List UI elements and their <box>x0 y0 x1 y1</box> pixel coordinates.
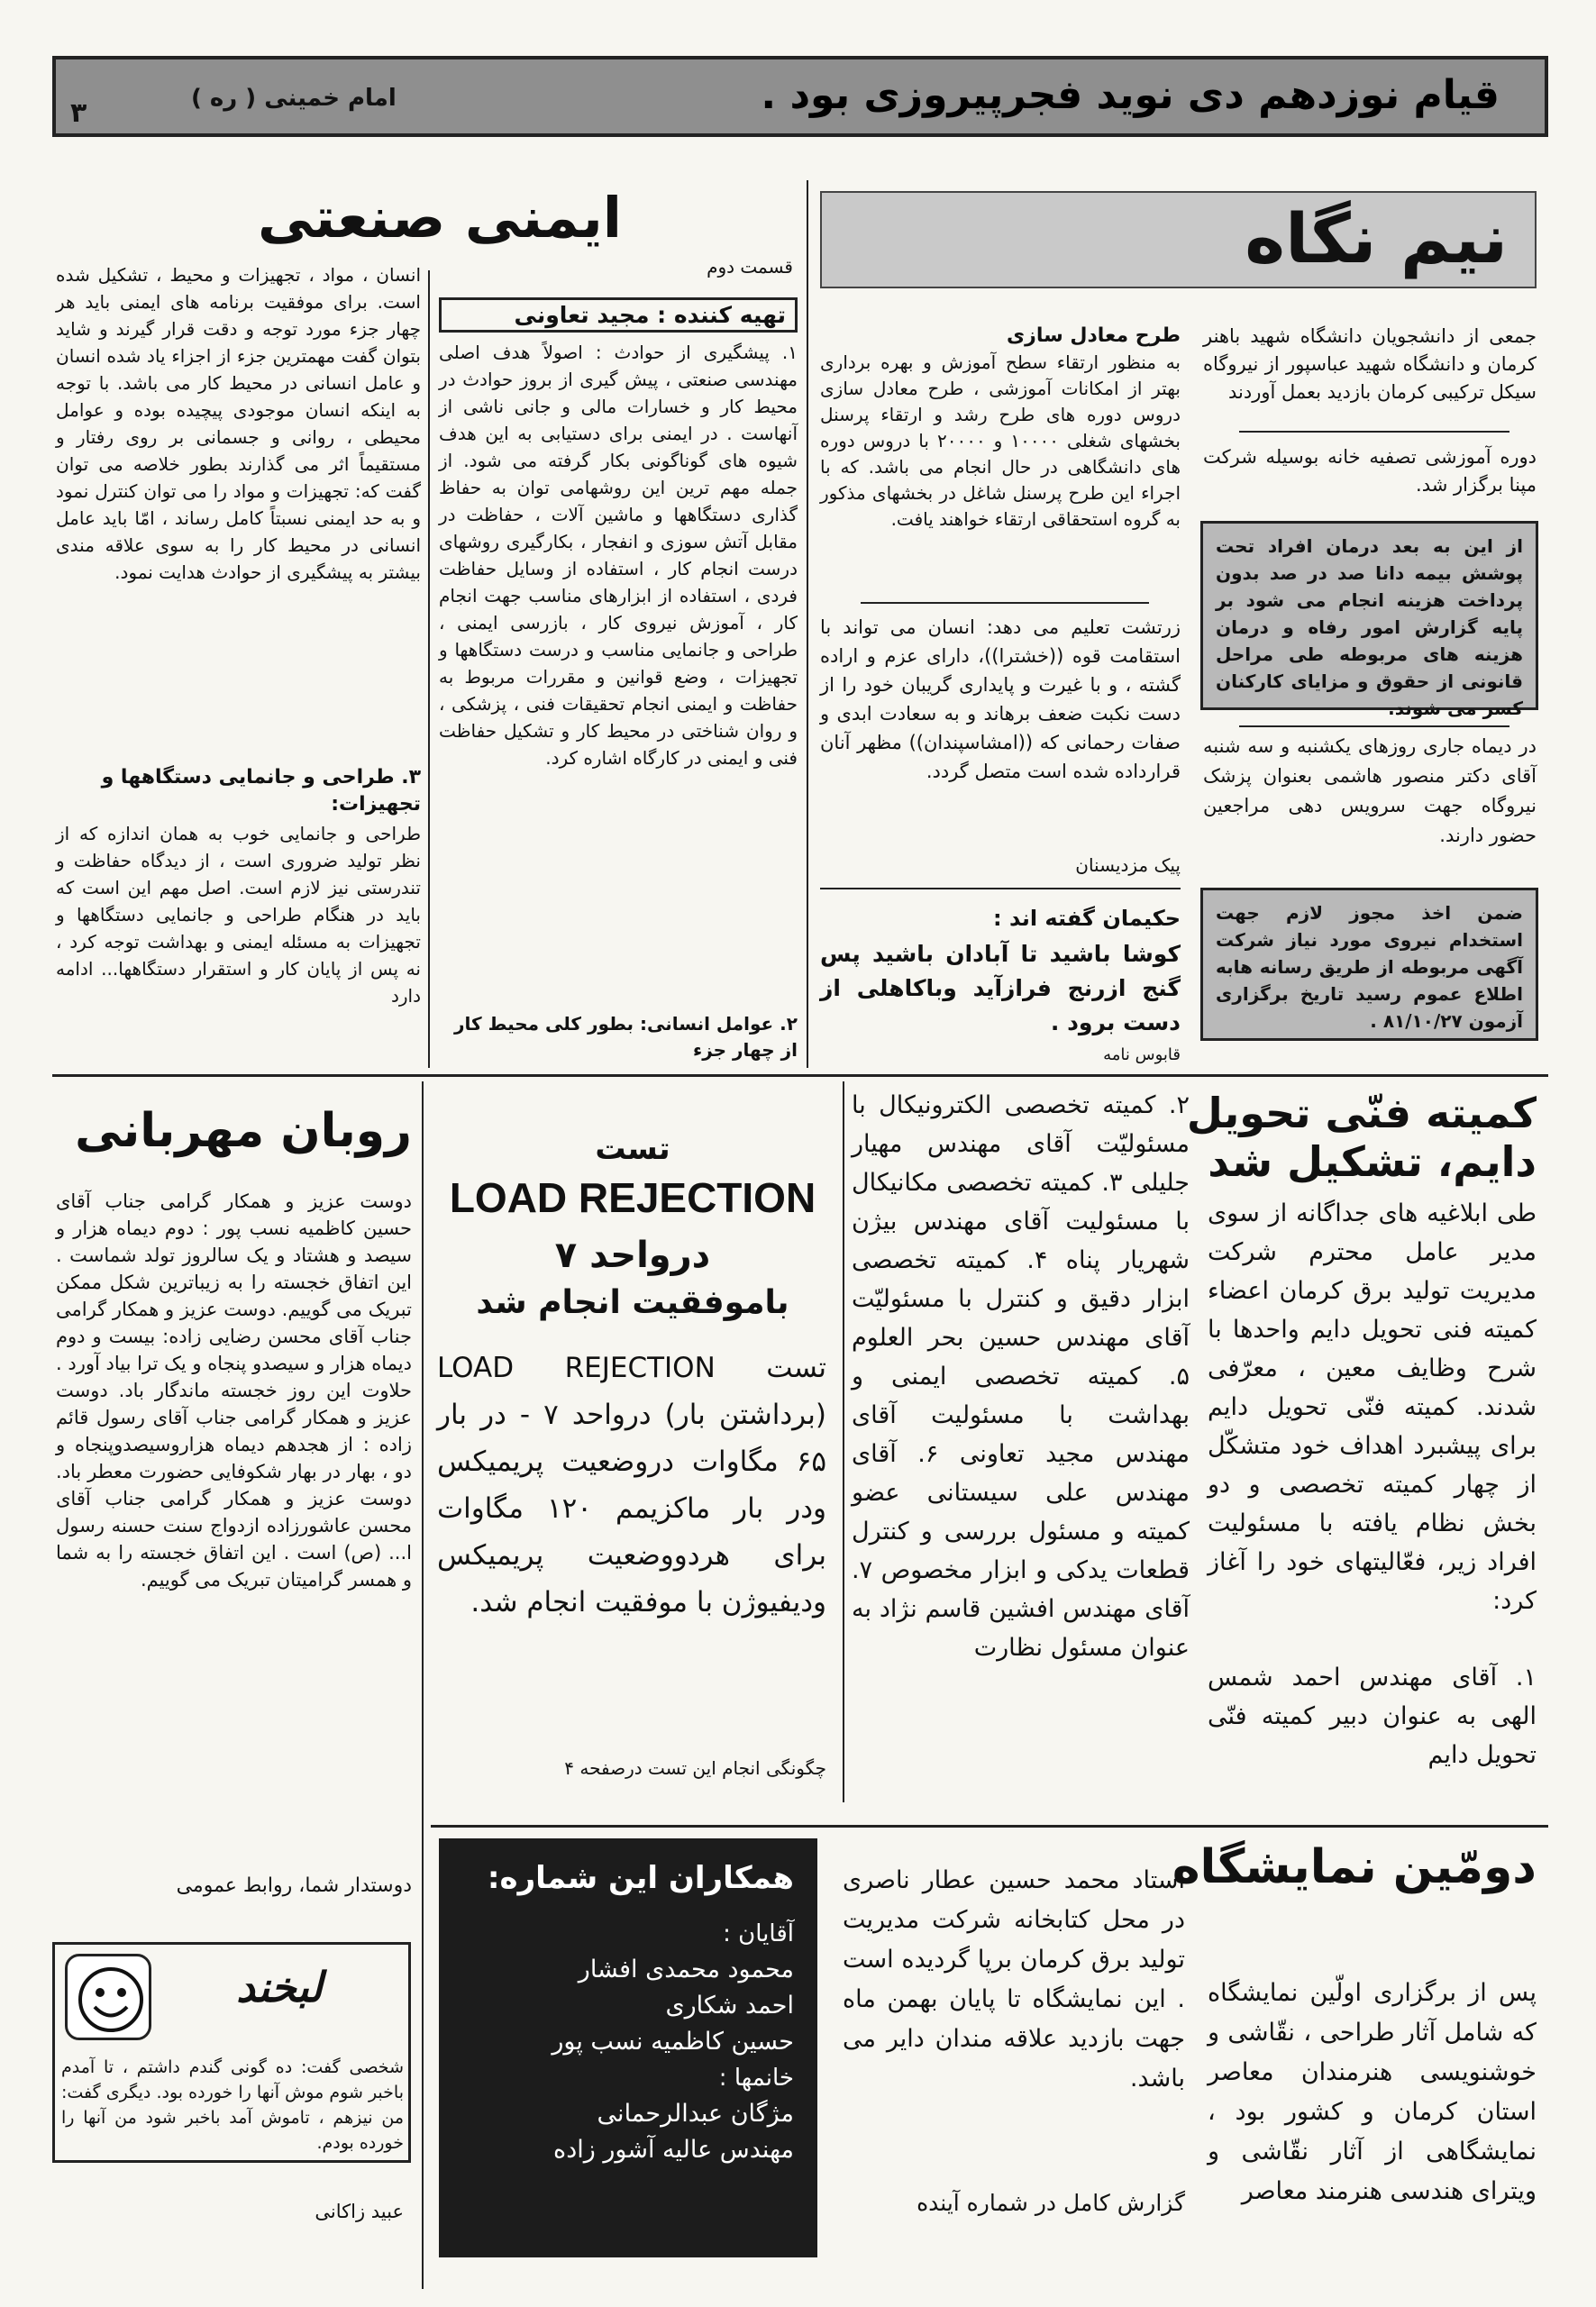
test-title-2: LOAD REJECTION <box>449 1174 816 1221</box>
news-item: دوره آموزشی تصفیه خانه بوسیله شرکت مپنا برگزار شد. <box>1203 446 1537 496</box>
nim-negah-title: نیم نگاه <box>1245 198 1508 278</box>
committee-text: طی ابلاغیه های جداگانه از سوی مدیر عامل محترم شرکت مدیریت تولید برق کرمان اعضاء کمیته فنی تحویل دایم واحدها با شرح وظایف معین ، معرّفی شدند. کمیته فنّی تحویل دایم برای پیشبرد اهداف خود متشکّل از چهار کمیته تخصصی و دو بخش نظام یافته با مسئولیت افراد زیر، فعّالیتهای خود را آغاز کرد: <box>1208 1199 1537 1615</box>
committee-title-1: کمیته فنّی تحویل <box>1186 1089 1537 1137</box>
test-title-1: تست <box>595 1131 670 1167</box>
humor-text: شخصی گفت: ده گونی گندم داشتم ، تا آمدم باخبر شوم موش آنها را خورده بود. دیگری گفت: من نیزهم ، تاموش آمد باخبر شود من آنها را خورده بودم. <box>61 2057 404 2153</box>
item-rule <box>820 888 1181 889</box>
safety-col-b: انسان ، مواد ، تجهیزات و محیط ، تشکیل شده است. برای موفقیت برنامه های ایمنی باید هر چهار جزء مورد توجه و دقت قرار گیرند و شاید بتوان گفت مهمترین جزء از اجزاء یاد شده انسان و عامل انسانی در محیط کار می باشد. با توجه به اینکه انسان موجودی پیچیده بوده و عوامل محیطی ، روانی و جسمانی بر روی رفتار و مستقیماً اثر می گذارند بطور خلاصه می توان گفت که: تجهیزات و مواد را می توان کنترل نمود و به حد ایمنی نسبتاً کامل رساند ، امّا باید عامل انسانی در محیط کار را به سوی علاقه مندی بیشتر به پیشگیری از حوادث هدایت نمود. <box>56 264 421 583</box>
news-item: در دیماه جاری روزهای یکشنبه و سه شنبه آقای دکتر منصور هاشمی بعنوان پزشک نیروگاه جهت سرویس دهی مراجعین حضور دارند. <box>1203 735 1537 846</box>
colleagues-box <box>439 1838 817 2257</box>
banner-attribution: امام خمینی ( ره ) <box>191 85 397 112</box>
wise-text: کوشا باشید تا آبادان باشید پس گنج ازرنج فرازآید وباکاهلی از دست برود . <box>820 941 1181 1035</box>
safety-title: ایمنی صنعتی <box>258 185 622 251</box>
item-rule <box>1239 431 1509 433</box>
kindness-signature: دوستدار شما، روابط عمومی <box>176 1874 412 1897</box>
safety-col-a-tail: ۲. عوامل انسانی: بطور کلی محیط کار از چهار جزء <box>454 1013 798 1061</box>
safety-col-b-tail: طراحی و جانمایی خوب به همان اندازه که از نظر تولید ضروری است ، از دیدگاه حفاظت و تندرستی نیز لازم است. اصل مهم این است که باید در هنگام طراحی و جانمایی دستگاهها و تجهیزات به مسئله ایمنی و بهداشت توجه کرد ، نه پس از پایان کار و استقرار دستگاهها... ادامه دارد <box>56 823 421 1007</box>
colleagues-gents-label: آقایان : <box>723 1920 794 1947</box>
exhibition-col-right: پس از برگزاری اولّین نمایشگاه که شامل آثار طراحی ، نقّاشی و خوشنویسی هنرمندان معاصر استان کرمان و کشور بود ، نمایشگاهی از آثار نقّاشی و ویترای هندسی هنرمند معاصر <box>1208 1979 1537 2205</box>
colleagues-ladies-label: خانمها : <box>718 2065 794 2092</box>
committee-item-1: ۱. آقای مهندس احمد شمس الهی به عنوان دبیر کمیته فنّی تحویل دایم <box>1208 1664 1537 1769</box>
colleagues-title: همکاران این شماره: <box>487 1860 794 1896</box>
colleague-name: حسین کاظمیه نسب پور <box>552 2028 794 2056</box>
test-title-4: باموفقیت انجام شد <box>476 1284 789 1321</box>
plan-title: طرح معادل سازی <box>1007 324 1181 347</box>
header-banner <box>52 56 1548 137</box>
column-rule <box>807 180 808 1068</box>
humor-author: عبید زاکانی <box>315 2201 404 2222</box>
committee-title-2: دایم، تشکیل شد <box>1208 1137 1537 1186</box>
news-item: جمعی از دانشجویان دانشگاه شهید باهنر کرمان و دانشگاه شهید عباسپور از نیروگاه سیکل ترکیبی کرمان بازدید بعمل آوردند <box>1203 325 1537 403</box>
colleague-name: مژگان عبدالرحمانی <box>597 2100 794 2128</box>
safety-credit: تهیه کننده : مجید تعاونی <box>439 297 798 333</box>
test-body: تست LOAD REJECTION (برداشتن بار) درواحد ۷ - در بار ۶۵ مگاوات دروضعیت پریمیکس ودر بار ماکزیمم ۱۲۰ مگاوات برای هردووضعیت پریمیکس ودیفیوژن با موفقیت انجام شد. <box>437 1352 827 1619</box>
plan-text: به منظور ارتقاء سطح آموزش و بهره برداری بهتر از امکانات آموزشی ، طرح معادل سازی دروس دوره های طرح رشد و ارتقاء پرسنل بخشهای شغلی ۱۰۰۰۰ و ۲۰۰۰۰ با دروس دوره های دانشگاهی در حال انجام می باشد. که با اجراء این طرح پرسنل شاغل در بخشهای مذکور به گروه استحقاقی ارتقاء خواهند یافت. <box>820 351 1181 530</box>
news-box: از این به بعد درمان افراد تحت پوشش بیمه دانا صد در صد بدون پرداخت هزینه انجام می شود بر پایه گزارش امور رفاه و درمان هزینه های مربوطه طی مراحل قانونی از حقوق و مزایای کارکنان کسر می شوند. <box>1200 521 1538 710</box>
wise-title: حکیمان گفته اند : <box>993 906 1181 931</box>
section-rule <box>52 1074 1548 1077</box>
test-title-3: درواحد ۷ <box>554 1235 711 1276</box>
safety-section3-title: ۳. طراحی و جانمایی دستگاهها و تجهیزات: <box>101 766 421 816</box>
news-box: ضمن اخذ مجوز لازم جهت استخدام نیروی مورد نیاز شرکت آگهی مربوطه از طریق رسانه هابه اطلاع عموم رسید تاریخ برگزاری آزمون ۸۱/۱۰/۲۷ . <box>1200 888 1538 1041</box>
page-number: ۳ <box>70 97 87 129</box>
kindness-title: روبان مهربانی <box>75 1104 412 1158</box>
safety-col-a: ۱. پیشگیری از حوادث : اصولاً هدف اصلی مهندسی صنعتی ، پیش گیری از بروز حوادث در محیط کار و خسارات مالی و جانی ناشی از آنهاست . در ایمنی برای دستیابی به این هدف شیوه های گوناگونی بکار گرفته می شود. از جمله مهم ترین این روشهامی توان به حفاظ گذاری دستگاهها و ماشین آلات ، حفاظت در مقابل آتش سوزی و انفجار ، بکارگیری روشهای درست انجام کار ، استفاده از وسایل حفاظت فردی ، استفاده از ابزارهای مناسب جهت انجام کار ، آموزش نیروی کار ، بازرسی ایمنی ، طراحی و جانمایی مناسب و درست دستگاهها و تجهیزات ، وضع قوانین و مقررات مربوط به حفاظت و ایمنی انجام تحقیقات فنی ، پزشکی ، و روان شناختی در محیط کار و تشکیل حفاظت فنی و ایمنی در کارگاه اشاره کرد. <box>439 342 798 769</box>
zoroaster-source: پیک مزدیسنان <box>1075 854 1181 876</box>
exhibition-footnote: گزارش کامل در شماره آینده <box>917 2190 1185 2216</box>
committee-items: ۲. کمیته تخصصی الکترونیکال با مسئولیّت آقای مهندس مهیار جلیلی ۳. کمیته تخصصی مکانیکال با مسئولیت آقای مهندس بیژن شهریار پناه ۴. کمیته تخصصی ابزار دقیق و کنترل با مسئولیّت آقای مهندس حسین بحر العلوم ۵. کمیته تخصصی ایمنی و بهداشت با مسئولیت آقای مهندس مجید تعاونی ۶. آقای مهندس علی سیستانی عضو کمیته و مسئول بررسی و کنترل قطعات یدکی و ابزار مخصوص ۷. آقای مهندس افشین قاسم نژاد به عنوان مسئول نظارت <box>852 1091 1190 1662</box>
smiley-icon <box>65 1954 151 2040</box>
humor-title: لبخند <box>236 1963 323 2011</box>
colleague-name: مهندس عالیه آشور زاده <box>553 2136 794 2164</box>
exhibition-col-left: استاد محمد حسین عطار ناصری در محل کتابخانه شرکت مدیریت تولید برق کرمان برپا گردیده است . این نمایشگاه تا پایان بهمن ماه جهت بازدید علاقه مندان دایر می باشد. <box>843 1866 1185 2093</box>
zoroaster-text: زرتشت تعلیم می دهد: انسان می تواند با استقامت قوه ((خشترا))، دارای عزم و اراده گشته ، و با غیرت و پایداری گریبان خود را از دست نکبت ضعف برهاند و به سعادت ابدی و صفات رحمانی که ((امشاسپندان)) مظهر آنان قرارداده شده است متصل گردد. <box>820 616 1181 782</box>
kindness-text: دوست عزیز و همکار گرامی جناب آقای حسین کاظمیه نسب پور : دوم دیماه هزار و سیصد و هشتاد و یک سالروز تولد شماست . این اتفاق خجسته را به زیباترین شکل ممکن تبریک می گوییم. دوست عزیز و همکار گرامی جناب آقای محسن رضایی زاده: بیست و دوم دیماه هزار و سیصدو پنجاه و یک ترا بیاد آورد . حلاوت این روز خجسته ماندگار باد. دوست عزیز و همکار گرامی جناب آقای رسول قائم زاده : از هجدهم دیماه هزاروسیصدوپنجاه و دو ، بهار در بهار شکوفایی حضورت معطر باد. دوست عزیز و همکار گرامی جناب آقای محسن عاشورزاده ازدواج سنت حسنه رسول ا... (ص) است . این اتفاق خجسته را به شما و همسر گرامیتان تبریک می گوییم. <box>56 1190 412 1591</box>
column-rule <box>428 270 430 1068</box>
wise-source: قابوس نامه <box>1103 1045 1181 1064</box>
banner-slogan: قیام نوزدهم دی نوید فجرپیروزی بود . <box>761 72 1500 118</box>
exhibition-title: دومّین نمایشگاه <box>1172 1840 1537 1894</box>
safety-part: قسمت دوم <box>707 256 793 278</box>
column-rule <box>422 1081 424 2289</box>
column-rule <box>843 1081 844 1802</box>
nim-negah-header <box>820 191 1537 288</box>
item-rule <box>861 602 1149 604</box>
colleague-name: محمود محمدی افشار <box>578 1956 794 1983</box>
colleague-name: احمد شکاری <box>665 1992 794 2020</box>
item-rule <box>1239 725 1509 727</box>
test-footnote: چگونگی انجام این تست درصفحه ۴ <box>564 1757 826 1779</box>
section-rule <box>431 1825 1548 1828</box>
